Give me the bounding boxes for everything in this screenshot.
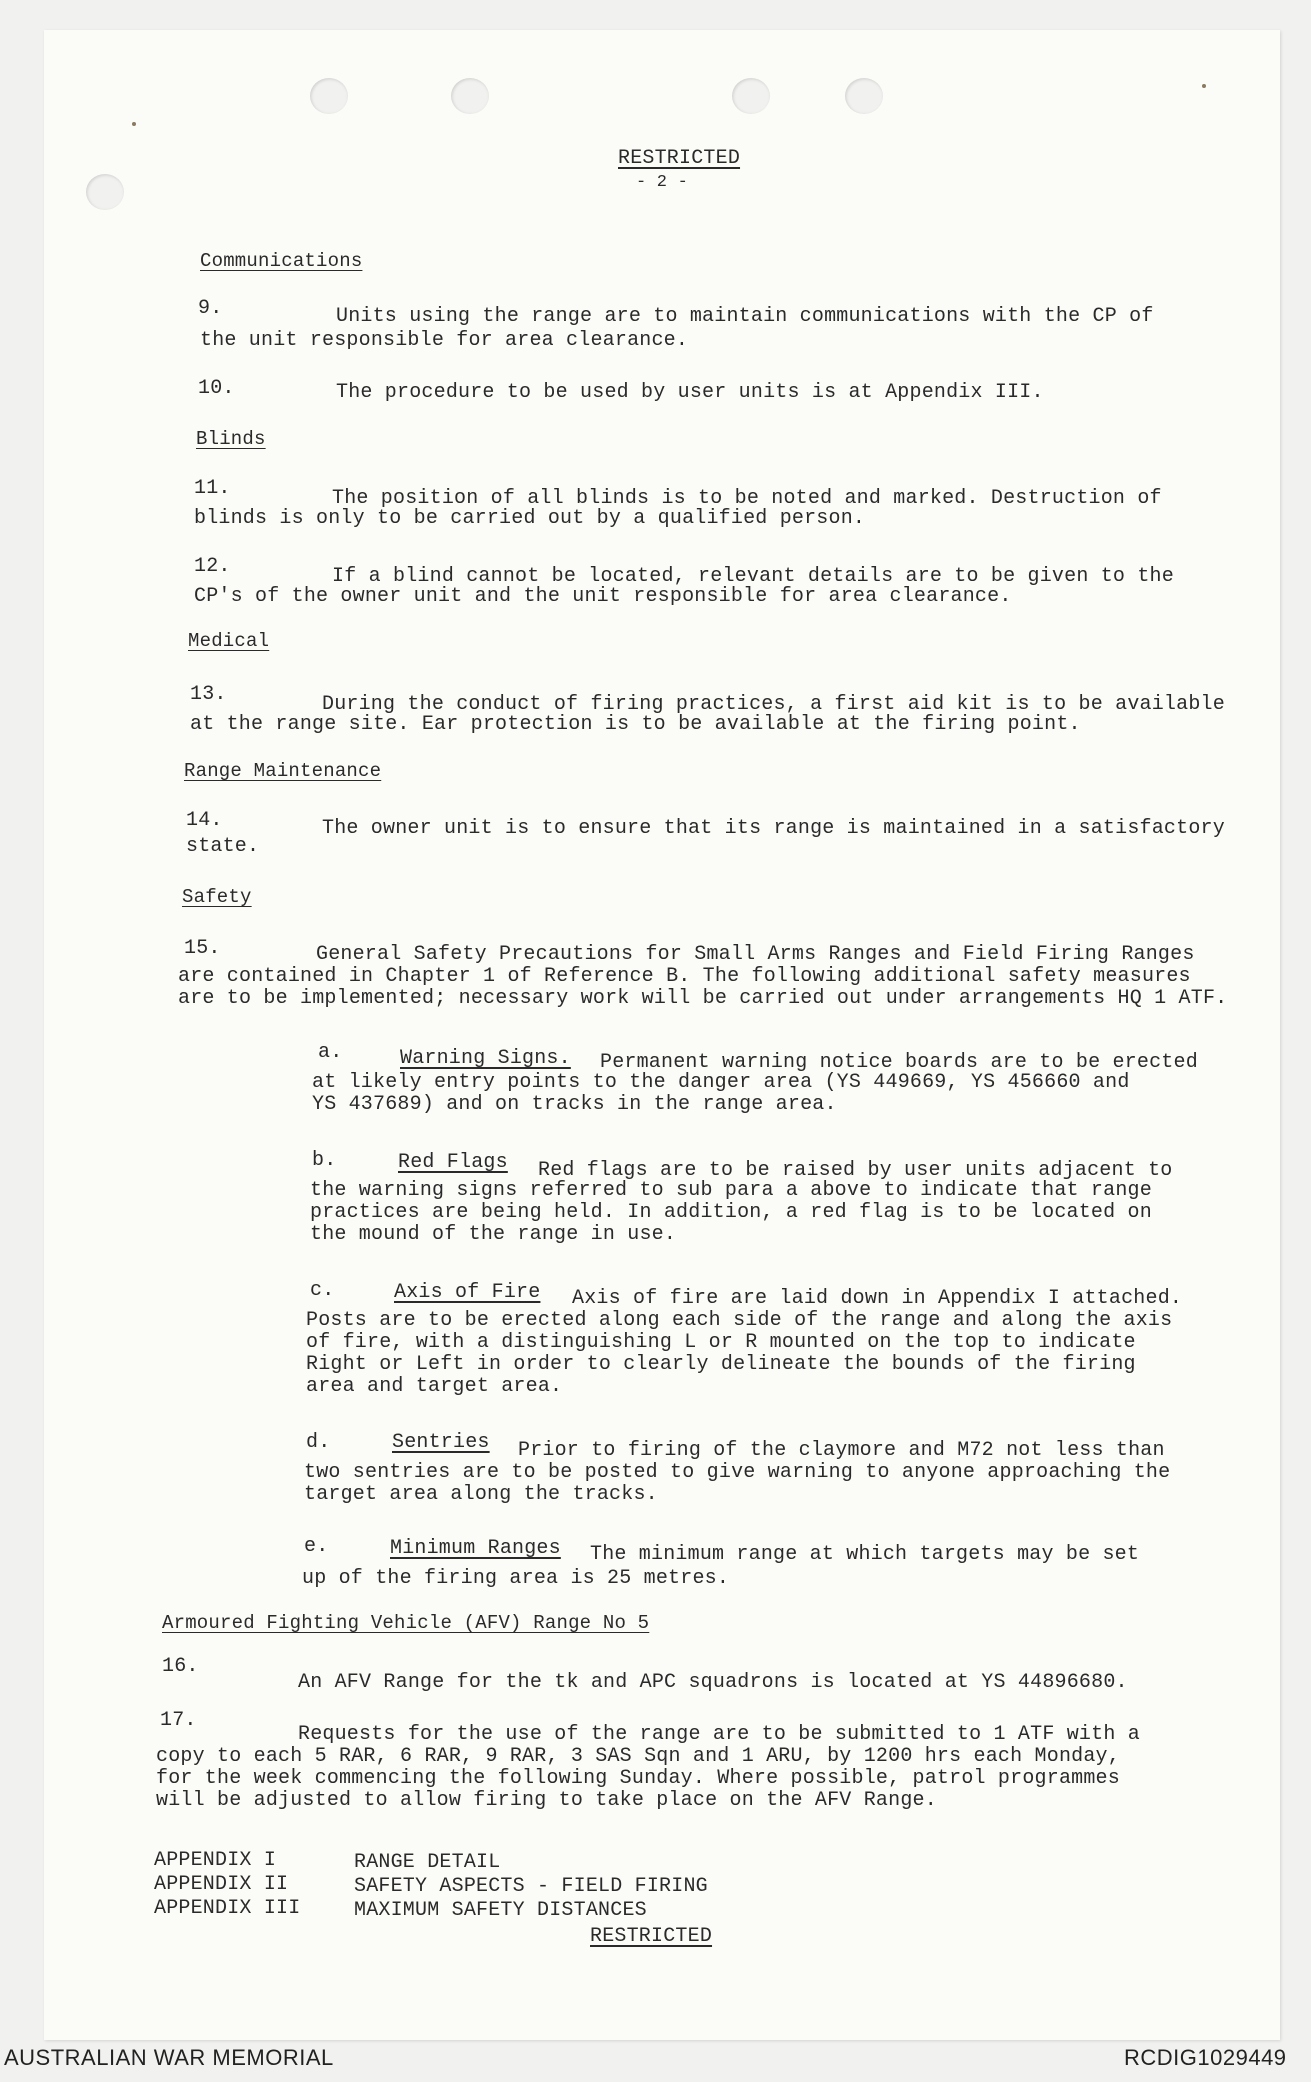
heading-blinds: Blinds (196, 428, 266, 450)
appendix-label: APPENDIX I (154, 1849, 277, 1872)
appendix-label: APPENDIX II (154, 1873, 289, 1896)
item-text: at likely entry points to the danger area (YS 449669, YS 456660 and YS 437689) and on tracks in the range area. (312, 1071, 1130, 1116)
para-text: The owner unit is to ensure that its range is maintained in a satisfactory (322, 817, 1225, 840)
archive-id: RCDIG1029449 (1124, 2045, 1287, 2070)
punch-hole (86, 174, 124, 210)
para-number: 12. (194, 555, 231, 578)
para-number: 11. (194, 477, 231, 500)
item-text: the warning signs referred to sub para a above to indicate that range practices are being held. In addition, a red flag is to be located on the mound of the range in use. (310, 1179, 1152, 1246)
paper-speck (132, 122, 136, 126)
item-title: Axis of Fire (394, 1281, 541, 1304)
para-text: CP's of the owner unit and the unit responsible for area clearance. (194, 585, 1012, 608)
classification-footer: RESTRICTED (590, 1925, 713, 1948)
para-text: are contained in Chapter 1 of Reference B. The following additional safety measures are to be implemented; necessary work will be carried out under arrangements HQ 1 ATF. (178, 965, 1228, 1010)
item-letter: d. (306, 1431, 331, 1454)
item-text: Prior to firing of the claymore and M72 not less than (518, 1439, 1165, 1462)
heading-communications: Communications (200, 250, 363, 272)
para-text: at the range site. Ear protection is to be available at the firing point. (190, 713, 1081, 736)
item-text: up of the firing area is 25 metres. (302, 1567, 730, 1590)
heading-afv-range: Armoured Fighting Vehicle (AFV) Range No 5 (162, 1612, 650, 1634)
item-title: Red Flags (398, 1151, 508, 1174)
item-text: Permanent warning notice boards are to be erected (600, 1051, 1198, 1074)
punch-hole (732, 78, 770, 114)
para-text: Units using the range are to maintain communications with the CP of (336, 305, 1154, 328)
classification-header: RESTRICTED (618, 147, 741, 170)
item-text: Red flags are to be raised by user units adjacent to (538, 1159, 1173, 1182)
heading-range-maintenance: Range Maintenance (184, 760, 382, 782)
item-letter: c. (310, 1279, 335, 1302)
para-text: copy to each 5 RAR, 6 RAR, 9 RAR, 3 SAS Sqn and 1 ARU, by 1200 hrs each Monday, for the week commencing the following Sunday. Where possible, patrol programmes will be adjusted to allow firing to take place on the AFV Range. (156, 1745, 1120, 1812)
heading-safety: Safety (182, 886, 252, 908)
item-title: Sentries (392, 1431, 490, 1454)
heading-medical: Medical (188, 630, 270, 652)
item-letter: e. (304, 1535, 329, 1558)
item-title: Warning Signs. (400, 1047, 571, 1070)
para-number: 16. (162, 1655, 199, 1678)
para-number: 17. (160, 1709, 197, 1732)
appendix-title: MAXIMUM SAFETY DISTANCES (354, 1899, 647, 1922)
appendix-title: SAFETY ASPECTS - FIELD FIRING (354, 1875, 708, 1898)
para-text: state. (186, 835, 260, 858)
para-text: The position of all blinds is to be noted and marked. Destruction of (332, 487, 1162, 510)
item-title: Minimum Ranges (390, 1537, 561, 1560)
para-text: the unit responsible for area clearance. (200, 329, 689, 352)
para-text: During the conduct of firing practices, a first aid kit is to be available (322, 693, 1225, 716)
item-letter: a. (318, 1041, 343, 1064)
para-text: The procedure to be used by user units is at Appendix III. (336, 381, 1044, 404)
item-letter: b. (312, 1149, 337, 1172)
page-number: - 2 - (636, 173, 689, 192)
para-number: 13. (190, 683, 227, 706)
appendix-label: APPENDIX III (154, 1897, 301, 1920)
para-number: 10. (198, 377, 235, 400)
punch-hole (451, 78, 489, 114)
item-text: Axis of fire are laid down in Appendix I attached. (572, 1287, 1183, 1310)
para-number: 15. (184, 937, 221, 960)
paper-speck (1202, 84, 1206, 88)
para-text: An AFV Range for the tk and APC squadrons is located at YS 44896680. (298, 1671, 1128, 1694)
para-text: General Safety Precautions for Small Arms Ranges and Field Firing Ranges (316, 943, 1195, 966)
para-number: 9. (198, 297, 223, 320)
item-text: The minimum range at which targets may be set (590, 1543, 1140, 1566)
para-text: If a blind cannot be located, relevant details are to be given to the (332, 565, 1174, 588)
appendix-title: RANGE DETAIL (354, 1851, 501, 1874)
punch-hole (310, 78, 348, 114)
para-number: 14. (186, 809, 223, 832)
item-text: Posts are to be erected along each side of the range and along the axis of fire, with a distinguishing L or R mounted on the top to indicate Right or Left in order to clearly delineate the bounds of the firing area and target area. (306, 1309, 1173, 1398)
item-text: two sentries are to be posted to give warning to anyone approaching the target area along the tracks. (304, 1461, 1171, 1506)
para-text: blinds is only to be carried out by a qualified person. (194, 507, 866, 530)
punch-hole (845, 78, 883, 114)
archive-label: AUSTRALIAN WAR MEMORIAL (4, 2045, 334, 2070)
para-text: Requests for the use of the range are to be submitted to 1 ATF with a (298, 1723, 1140, 1746)
